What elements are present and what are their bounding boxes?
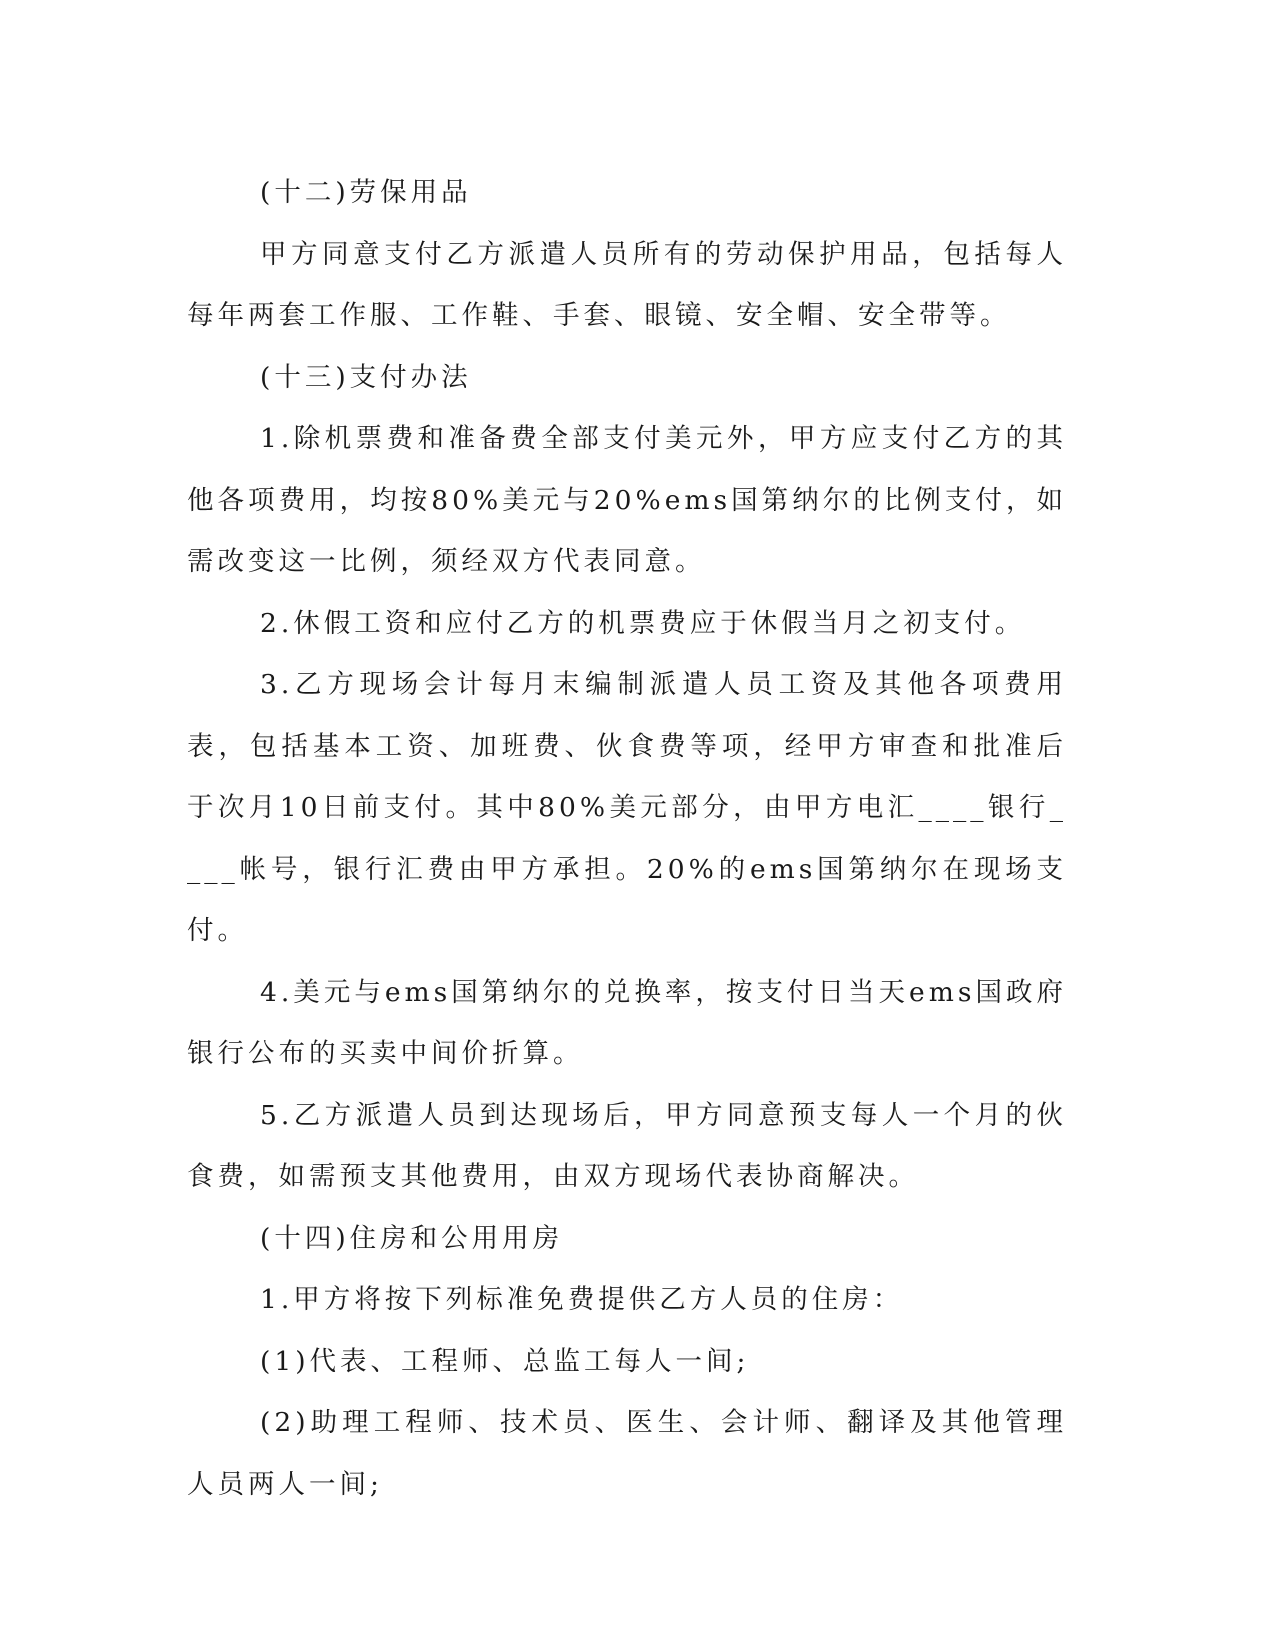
paragraph-payment-3: 3.乙方现场会计每月末编制派遣人员工资及其他各项费用表，包括基本工资、加班费、伙食费等项，经甲方审查和批准后于次月10日前支付。其中80%美元部分，由甲方电汇____银行____帐号，银行汇费由甲方承担。20%的ems国第纳尔在现场支付。 bbox=[187, 669, 1067, 946]
paragraph-payment-1: 1.除机票费和准备费全部支付美元外，甲方应支付乙方的其他各项费用，均按80%美元与20%ems国第纳尔的比例支付，如需改变这一比例，须经双方代表同意。 bbox=[187, 423, 1067, 577]
paragraph-housing-1: 1.甲方将按下列标准免费提供乙方人员的住房： bbox=[260, 1284, 904, 1315]
paragraph-payment-4: 4.美元与ems国第纳尔的兑换率，按支付日当天ems国政府银行公布的买卖中间价折算。 bbox=[187, 976, 1067, 1069]
paragraph-housing-1-item-1: (1)代表、工程师、总监工每人一间; bbox=[260, 1345, 750, 1377]
paragraph-labor-protection: 甲方同意支付乙方派遣人员所有的劳动保护用品，包括每人每年两套工作服、工作鞋、手套、眼镜、安全帽、安全带等。 bbox=[187, 238, 1067, 331]
paragraph-housing-1-item-2: (2)助理工程师、技术员、医生、会计师、翻译及其他管理人员两人一间; bbox=[187, 1407, 1067, 1500]
section-heading-housing: (十四)住房和公用用房 bbox=[260, 1222, 564, 1254]
section-heading-payment-method: (十三)支付办法 bbox=[260, 361, 472, 393]
paragraph-payment-2: 2.休假工资和应付乙方的机票费应于休假当月之初支付。 bbox=[260, 607, 1026, 639]
document-body bbox=[187, 162, 1067, 1515]
section-heading-labor-protection: (十二)劳保用品 bbox=[260, 177, 472, 208]
paragraph-payment-5: 5.乙方派遣人员到达现场后，甲方同意预支每人一个月的伙食费，如需预支其他费用，由双方现场代表协商解决。 bbox=[187, 1099, 1067, 1192]
